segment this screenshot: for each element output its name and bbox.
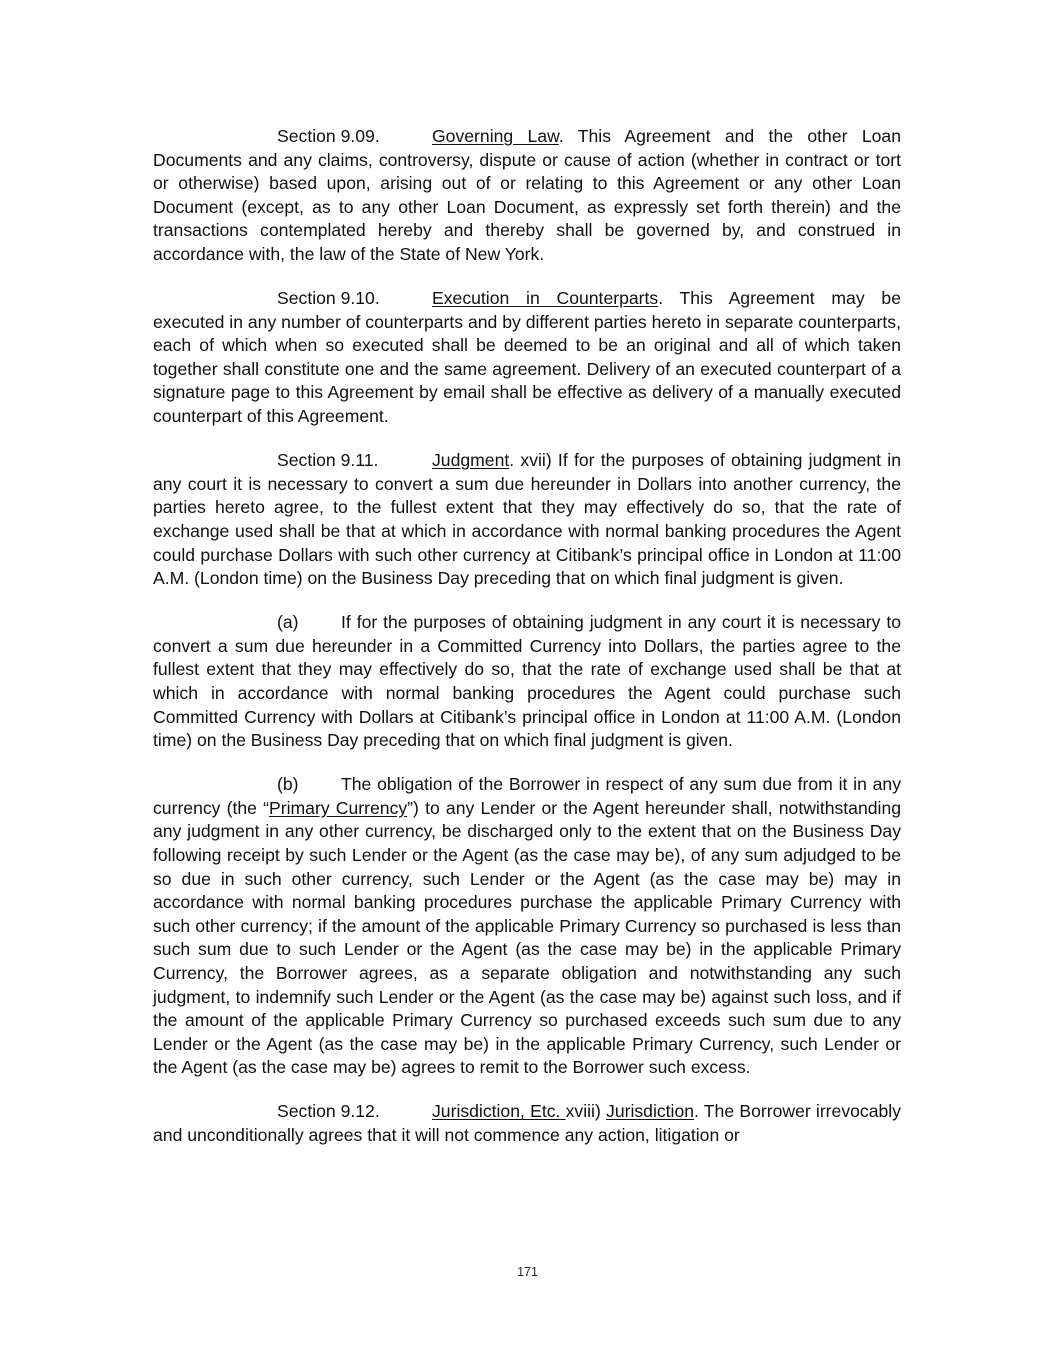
section-9-09-heading: Section 9.09. <box>277 126 380 146</box>
section-9-11-text: . xvii) If for the purposes of obtaining judgment in any court it is necessary to convert a sum due hereunder in Dollars into another currency, the parties hereto agree, to the fullest extent that they may effectively do so, that the rate of exchange used shall be that at which in accordance with normal banking procedures the Agent could purchase Dollars with such other currency at Citibank’s principal office in London at 11:00 A.M. (London time) on the Business Day preceding that on which final judgment is given. <box>153 450 901 589</box>
section-9-09-text: . This Agreement and the other Loan Documents and any claims, controversy, dispute or cause of action (whether in contract or tort or otherwise) based upon, arising out of or relating to this Agreement or any other Loan Document (except, as to any other Loan Document, as expressly set forth therein) and the transactions contemplated hereby and thereby shall be governed by, and construed in accordance with, the law of the State of New York. <box>153 126 901 264</box>
section-9-11-a-text: If for the purposes of obtaining judgment in any court it is necessary to convert a sum due hereunder in a Committed Currency into Dollars, the parties agree to the fullest extent that they may effectively do so, that the rate of exchange used shall be that at which in accordance with normal banking procedures the Agent could purchase such Committed Currency with Dollars at Citibank’s principal office in London at 11:00 A.M. (London time) on the Business Day preceding that on which final judgment is given. <box>153 612 901 751</box>
section-9-09 <box>153 125 901 267</box>
section-9-12-subtitle: Jurisdiction <box>606 1101 695 1122</box>
section-9-10-text: . This Agreement may be executed in any number of counterparts and by different parties hereto in separate counterparts, each of which when so executed shall be deemed to be an original and all of which taken together shall constitute one and the same agreement. Delivery of an executed counterpart of a signature page to this Agreement by email shall be effective as delivery of a manually executed counterpart of this Agreement. <box>153 288 901 427</box>
section-9-10-title: Execution in Counterparts <box>432 288 659 309</box>
section-9-12-heading: Section 9.12. <box>277 1101 380 1122</box>
section-9-11 <box>153 449 901 591</box>
section-9-09-title: Governing Law <box>432 126 559 146</box>
section-9-11-b-text-1: The obligation of the Borrower in respect of any sum due from it in any currency (the “ <box>153 774 901 818</box>
section-9-12-title: Jurisdiction, Etc. <box>432 1101 566 1122</box>
page-number: 171 <box>517 1265 538 1279</box>
section-9-10-heading: Section 9.10. <box>277 288 380 309</box>
section-9-10 <box>153 287 901 429</box>
section-9-11-a <box>153 611 901 753</box>
section-9-11-b <box>153 773 901 1080</box>
section-9-11-b-text-2: ”) to any Lender or the Agent hereunder shall, notwithstanding any judgment in any other currency, be discharged only to the extent that on the Business Day following receipt by such Lender or the Agent (as the case may be), of any sum adjudged to be so due in such other currency, such Lender or the Agent (as the case may be) may in accordance with normal banking procedures purchase the applicable Primary Currency with such other currency; if the amount of the applicable Primary Currency so purchased is less than such sum due to such Lender or the Agent (as the case may be) in the applicable Primary Currency, the Borrower agrees, as a separate obligation and notwithstanding any such judgment, to indemnify such Lender or the Agent (as the case may be) against such loss, and if the amount of the applicable Primary Currency so purchased exceeds such sum due to any Lender or the Agent (as the case may be) in the applicable Primary Currency, such Lender or the Agent (as the case may be) agrees to remit to the Borrower such excess. <box>153 797 902 1078</box>
section-9-12-text-2: . The Borrower irrevocably and unconditionally agrees that it will not commence any action, litigation or <box>153 1101 901 1146</box>
section-9-11-b-label: (b) <box>277 774 299 795</box>
document-body <box>153 125 901 1168</box>
section-9-11-a-label: (a) <box>277 612 299 633</box>
section-9-11-heading: Section 9.11. <box>277 450 379 471</box>
section-9-11-title: Judgment <box>432 450 510 471</box>
section-9-12-text-1: xviii) <box>565 1101 607 1122</box>
section-9-12 <box>153 1100 901 1147</box>
defined-term-primary-currency: Primary Currency <box>269 797 408 818</box>
